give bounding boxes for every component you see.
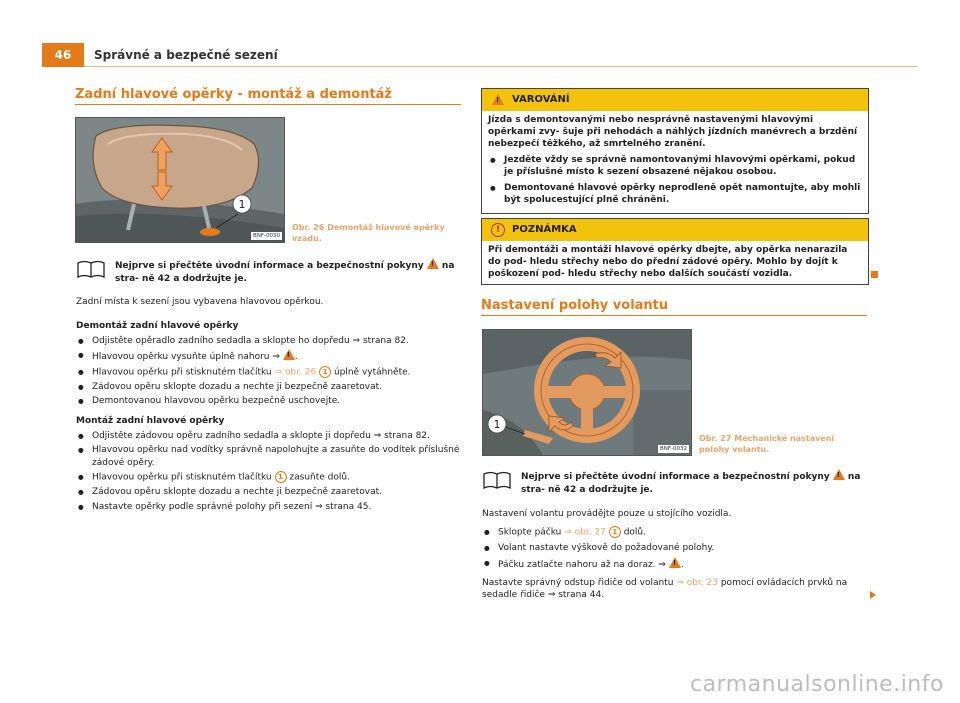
figure-headrest: [75, 117, 285, 243]
list-item-text: Sklopte páčku: [498, 527, 562, 537]
callout-number: 1: [319, 366, 331, 378]
list-item: [488, 154, 862, 178]
warning-triangle-icon: [427, 258, 439, 269]
list-item: [76, 395, 461, 408]
paragraph-text: Nastavte správný odstup řidiče od volantu: [482, 577, 674, 588]
end-mark: [871, 271, 878, 278]
notice-text: Nejprve si přečtěte úvodní informace a bezpečnostní pokyny: [521, 472, 830, 482]
list-item-text: Volant nastavte výškově do požadované polohy.: [498, 542, 715, 553]
warning-header: [482, 89, 868, 111]
note-header: [482, 219, 868, 241]
list-item-text: Odjistěte zádovou opěru zadního sedadla a sklopte ji dopředu ⇒ strana 82.: [92, 430, 430, 441]
figure-link[interactable]: ⇒ obr. 23: [676, 577, 718, 588]
continue-arrow-icon: [870, 591, 876, 599]
list-item-text: Zádovou opěru sklopte dozadu a nechte ji bezpečně zaaretovat.: [92, 487, 382, 497]
list-item-text: Demontované hlavové opěrky neprodleně opět namontujte, aby mohli být spolucestující plně chráněni.: [504, 183, 861, 205]
page-number: 46: [42, 43, 84, 67]
list-item-text: úplně vytáhněte.: [333, 367, 411, 377]
book-icon: [76, 259, 106, 283]
list-item: [482, 542, 867, 555]
paragraph: [482, 577, 867, 602]
watermark: carmanualsonline.info: [690, 672, 944, 697]
install-section: [76, 415, 461, 513]
list-item-text: Nastavte opěrky podle správné polohy při sezení ⇒ strana 45.: [92, 501, 372, 512]
list-item-text: Páčku zatlačte nahoru až na doraz. ⇒: [498, 560, 666, 570]
steering-illustration: [483, 330, 691, 455]
figure-id: BNF-0032: [659, 446, 687, 452]
list-item: [76, 501, 461, 514]
warning-triangle-icon: [283, 349, 295, 360]
list-item-text: Hlavovou opěrku při stisknutém tlačítku: [92, 472, 272, 483]
note-box: [481, 218, 869, 285]
figure-caption-text: Demontáž hlavové opěrky vzadu.: [292, 223, 445, 243]
warning-triangle-icon: [669, 557, 681, 568]
list-item-text: zasuňte dolů.: [289, 472, 350, 483]
figure-steering: [482, 329, 692, 456]
note-title: POZNÁMKA: [512, 224, 577, 235]
list-item-text: Zádovou opěru sklopte dozadu a nechte ji bezpečně zaaretovat.: [92, 381, 382, 392]
figure-id: BNF-0030: [252, 233, 280, 239]
figure-link[interactable]: ⇒ obr. 27: [564, 527, 606, 537]
paragraph: Zadní místa k sezení jsou vybavena hlavovou opěrkou.: [76, 297, 324, 307]
removal-heading: Demontáž zadní hlavové opěrky: [76, 321, 239, 331]
steering-list: [482, 526, 867, 572]
list-item: [76, 486, 461, 499]
running-title: Správné a bezpečné sezení: [84, 43, 918, 67]
headrest-illustration: [76, 118, 284, 242]
safety-notice: [115, 258, 460, 285]
list-item-text: Hlavovou opěrku nad vodítky správně napolohujte a zasuňte do vodítek příslušné zádové opěry.: [92, 445, 460, 468]
install-list: [76, 430, 461, 514]
paragraph-text: pomocí ovládacích prvků na sedadle řidiče ⇒ strana 44.: [482, 577, 848, 600]
warning-list: [488, 154, 862, 206]
paragraph: Nastavení volantu provádějte pouze u stojícího vozidla.: [482, 509, 732, 519]
list-item: [482, 557, 867, 572]
notice-text: Nejprve si přečtěte úvodní informace a bezpečnostní pokyny: [115, 261, 424, 271]
figure-label: Obr. 27: [699, 434, 732, 443]
callout-number: 1: [275, 471, 287, 483]
list-item-text: .: [680, 560, 684, 570]
figure-label: Obr. 26: [292, 223, 325, 232]
section-title-steering: Nastavení polohy volantu: [481, 298, 669, 313]
list-item: [76, 366, 461, 379]
removal-section: [76, 320, 461, 408]
list-item: [76, 335, 461, 348]
list-item: [76, 381, 461, 394]
section-rule: [481, 315, 867, 316]
list-item: [76, 471, 461, 484]
callout-number: 1: [609, 526, 621, 538]
safety-notice: [521, 469, 867, 496]
figure-caption: [699, 434, 864, 455]
list-item: [76, 349, 461, 364]
steering-text: [482, 508, 867, 602]
book-icon: [482, 470, 512, 494]
notice-text-end: na stra- ně 42 a dodržujte je.: [115, 261, 455, 284]
list-item-text: Odjistěte opěradlo zadního sedadla a sklopte ho dopředu ⇒ strana 82.: [92, 335, 409, 346]
list-item-text: Hlavovou opěrku při stisknutém tlačítku: [92, 367, 272, 377]
warning-title: VAROVÁNÍ: [512, 94, 570, 105]
list-item: [76, 444, 461, 469]
figure-callout: 1: [493, 418, 501, 431]
section-title-headrests: Zadní hlavové opěrky - montáž a demontáž: [75, 87, 392, 102]
intro-text: [76, 296, 461, 309]
list-item-text: dolů.: [623, 527, 646, 537]
list-item-text: Jezděte vždy se správně namontovanými hlavovými opěrkami, pokud je příslušné místo k sezení obsazené nějakou osobou.: [504, 155, 856, 177]
install-heading: Montáž zadní hlavové opěrky: [76, 416, 225, 426]
warning-triangle-icon: [833, 469, 845, 480]
notice-text-end: na stra- ně 42 a dodržujte je.: [521, 472, 861, 495]
list-item: [488, 182, 862, 206]
warning-box: [481, 88, 869, 214]
exclamation-icon: !: [491, 223, 505, 237]
list-item-text: Demontovanou hlavovou opěrku bezpečně uschovejte.: [92, 396, 341, 406]
note-body: [482, 241, 868, 289]
figure-link[interactable]: ⇒ obr. 26: [274, 367, 317, 377]
list-item: [76, 430, 461, 443]
warning-body: [482, 111, 868, 215]
list-item: [482, 526, 867, 539]
removal-list: [76, 335, 461, 408]
list-item-text: Hlavovou opěrku vysuňte úplně nahoru ⇒: [92, 352, 280, 362]
list-item-text: .: [294, 352, 298, 362]
figure-caption: [292, 223, 452, 244]
warning-triangle-icon: [492, 94, 504, 105]
note-text: Při demontáži a montáži hlavové opěrky dbejte, aby opěrka nenarazila do pod- hledu střechy nebo do přední zádové opěry. Mohlo by dojít k poškození pod- hledu střechy nebo dalších součástí vozidla.: [488, 245, 848, 279]
warning-intro: Jízda s demontovanými nebo nesprávně nastavenými hlavovými opěrkami zvy- šuje při nehodách a náhlých jízdních manévrech a brzdění nebezpečí těžkého, až smrtelného zranění.: [488, 115, 858, 149]
section-rule: [75, 104, 461, 105]
figure-callout: 1: [238, 198, 246, 211]
figure-caption-text: Mechanické nastavení polohy volantu.: [699, 434, 835, 454]
